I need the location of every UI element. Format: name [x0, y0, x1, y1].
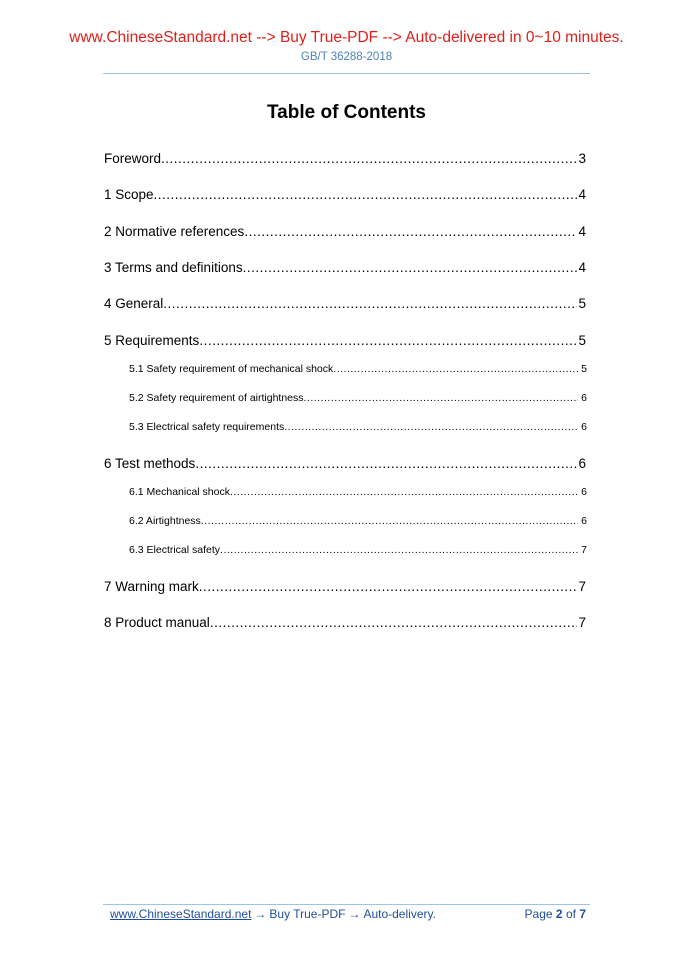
page-indicator [525, 906, 586, 922]
toc-leader-dots [210, 614, 578, 632]
toc-page-number: 6 [578, 456, 586, 471]
toc-entry-label: 2 Normative references [104, 224, 245, 239]
footer-buy-text: Buy True-PDF [269, 907, 346, 921]
toc-entry-5-3[interactable] [129, 420, 587, 434]
toc-leader-dots [154, 186, 578, 204]
toc-page-number: 4 [578, 224, 586, 239]
document-number: GB/T 36288-2018 [300, 51, 393, 63]
total-pages-number: 7 [579, 907, 586, 921]
toc-page-number: 7 [578, 579, 586, 594]
toc-entry-label: 7 Warning mark [104, 579, 199, 594]
toc-entry-label: 5.1 Safety requirement of mechanical shock [129, 363, 334, 375]
arrow-right-icon: → [254, 907, 267, 921]
toc-entry-label: 5 Requirements [104, 333, 200, 348]
toc-page-number: 5 [578, 333, 586, 348]
toc-entry-label: 5.3 Electrical safety requirements [129, 421, 285, 433]
toc-leader-dots [244, 223, 577, 241]
toc-page-number: 6 [581, 392, 587, 404]
toc-leader-dots [230, 485, 578, 499]
toc-leader-dots [195, 455, 577, 473]
toc-entry-label: 6.1 Mechanical shock [129, 486, 230, 498]
page-word: Page [524, 907, 553, 921]
toc-leader-dots [199, 332, 577, 350]
current-page-number: 2 [555, 907, 563, 921]
toc-entry-label: 4 General [104, 296, 164, 311]
toc-entry-normative-references[interactable] [104, 223, 586, 241]
toc-leader-dots [199, 578, 578, 596]
page-footer [110, 906, 586, 922]
toc-page-number: 3 [578, 151, 586, 166]
toc-entry-label: 6.3 Electrical safety [129, 544, 221, 556]
footer-text [110, 906, 436, 922]
toc-entry-label: 8 Product manual [104, 615, 210, 630]
toc-entry-label: 6.2 Airtightness [129, 515, 201, 527]
toc-entry-5-1[interactable] [129, 362, 587, 376]
toc-entry-general[interactable] [104, 295, 586, 313]
toc-entry-foreword[interactable] [104, 150, 586, 168]
toc-leader-dots [220, 543, 578, 557]
toc-page-number: 6 [581, 515, 587, 527]
toc-entry-test-methods[interactable] [104, 455, 586, 473]
header-divider [103, 73, 590, 74]
toc-page-number: 5 [578, 296, 586, 311]
toc-leader-dots [163, 295, 577, 313]
toc-entry-5-2[interactable] [129, 391, 587, 405]
header-banner[interactable]: www.ChineseStandard.net --> Buy True-PDF --> Auto-delivered in 0~10 minutes. [69, 29, 624, 46]
toc-leader-dots [333, 362, 578, 376]
toc-entry-label: 6 Test methods [104, 456, 196, 471]
toc-page-number: 6 [581, 486, 587, 498]
toc-entry-6-3[interactable] [129, 543, 587, 557]
page-title: Table of Contents [266, 102, 427, 123]
toc-leader-dots [284, 420, 578, 434]
toc-leader-dots [243, 259, 578, 277]
toc-entry-label: 3 Terms and definitions [104, 260, 243, 275]
footer-delivery-text: Auto-delivery. [363, 907, 436, 921]
toc-page-number: 6 [581, 421, 587, 433]
toc-page-number: 4 [578, 260, 586, 275]
toc-entry-product-manual[interactable] [104, 614, 586, 632]
toc-leader-dots [201, 514, 578, 528]
toc-page-number: 4 [578, 187, 586, 202]
arrow-right-icon: → [348, 907, 361, 921]
of-word: of [565, 907, 576, 921]
footer-divider [103, 904, 590, 905]
toc-page-number: 7 [578, 615, 586, 630]
toc-entry-scope[interactable] [104, 186, 586, 204]
toc-page-number: 7 [581, 544, 587, 556]
toc-entry-label: 5.2 Safety requirement of airtightness [129, 392, 304, 404]
toc-entry-warning-mark[interactable] [104, 578, 586, 596]
toc-page-number: 5 [581, 363, 587, 375]
toc-entry-6-1[interactable] [129, 485, 587, 499]
toc-entry-label: Foreword [104, 151, 162, 166]
footer-link[interactable]: www.ChineseStandard.net [110, 907, 252, 921]
toc-entry-requirements[interactable] [104, 332, 586, 350]
toc-leader-dots [161, 150, 577, 168]
toc-leader-dots [304, 391, 579, 405]
toc-entry-6-2[interactable] [129, 514, 587, 528]
toc-entry-terms-and-definitions[interactable] [104, 259, 586, 277]
toc-entry-label: 1 Scope [104, 187, 154, 202]
